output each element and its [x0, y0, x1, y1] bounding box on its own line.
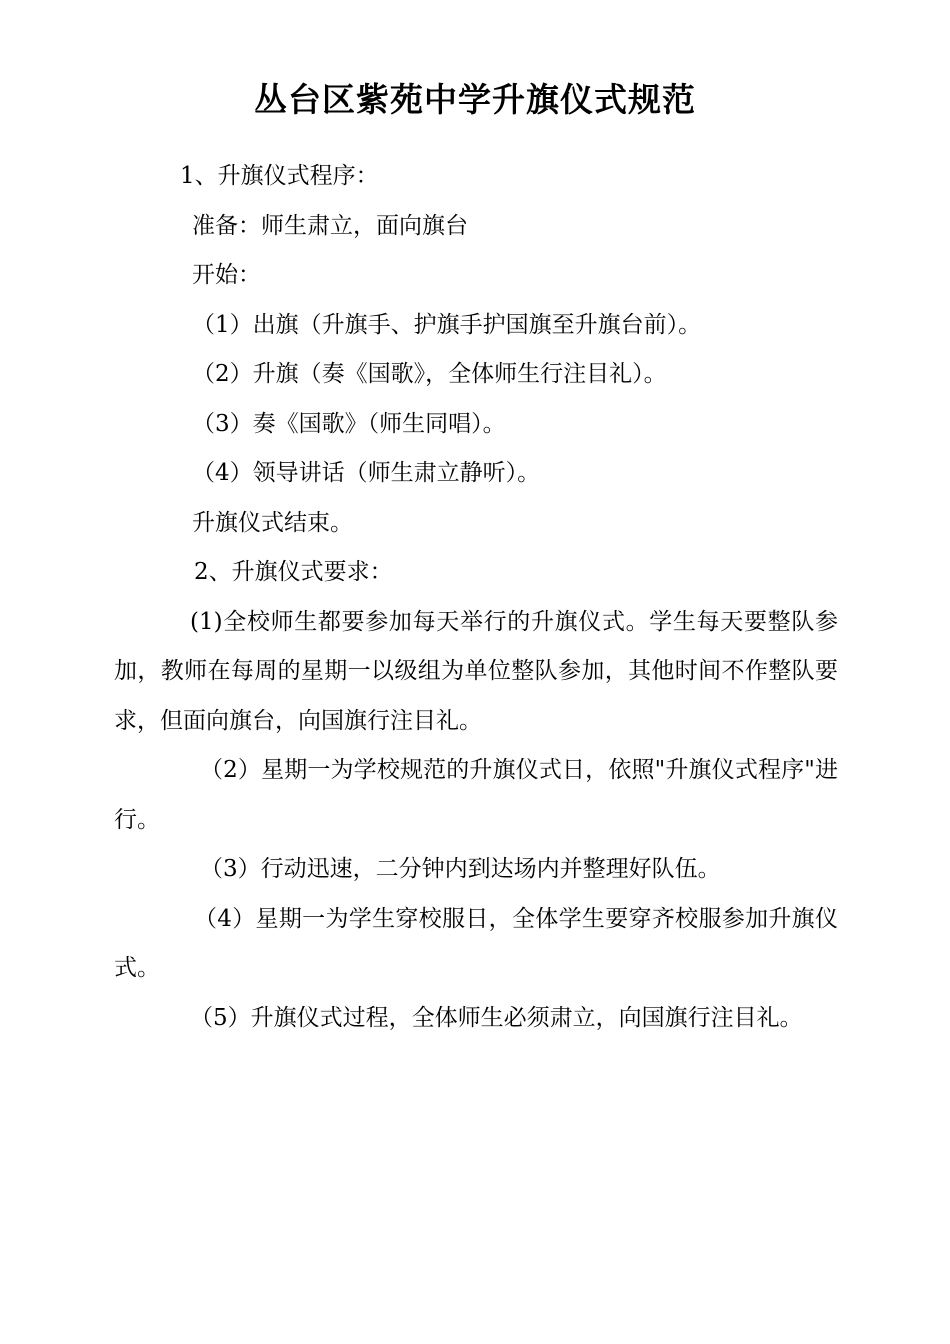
requirement-5: （5）升旗仪式过程，全体师生必须肃立，向国旗行注目礼。 [190, 1004, 803, 1031]
paragraph-start: 开始： [192, 262, 261, 288]
procedure-step-2: （2）升旗（奏《国歌》，全体师生行注目礼）。 [192, 361, 667, 387]
section-heading-procedure: 1、升旗仪式程序： [180, 163, 379, 189]
procedure-step-4: （4）领导讲话（师生肃立静听）。 [192, 460, 541, 486]
requirement-1: (1)全校师生都要参加每天举行的升旗仪式。学生每天要整队参加，教师在每周的星期一以级组为单位整队参加，其他时间不作整队要求，但面向旗台，向国旗行注目礼。 [114, 608, 838, 734]
requirement-4: （4）星期一为学生穿校服日，全体学生要穿齐校服参加升旗仪式。 [114, 905, 838, 981]
paragraph-end: 升旗仪式结束。 [192, 509, 353, 536]
section-heading-requirements: 2、升旗仪式要求： [194, 559, 393, 585]
document-title: 丛台区紫苑中学升旗仪式规范 [254, 80, 696, 119]
requirement-2: （2）星期一为学校规范的升旗仪式日，依照"升旗仪式程序"进行。 [114, 757, 838, 833]
document-body [114, 152, 838, 1043]
procedure-step-3: （3）奏《国歌》（师生同唱）。 [192, 410, 506, 437]
paragraph-preparation: 准备：师生肃立，面向旗台 [192, 212, 468, 239]
requirement-3: （3）行动迅速，二分钟内到达场内并整理好队伍。 [200, 856, 721, 882]
procedure-step-1: （1）出旗（升旗手、护旗手护国旗至升旗台前）。 [192, 311, 702, 338]
